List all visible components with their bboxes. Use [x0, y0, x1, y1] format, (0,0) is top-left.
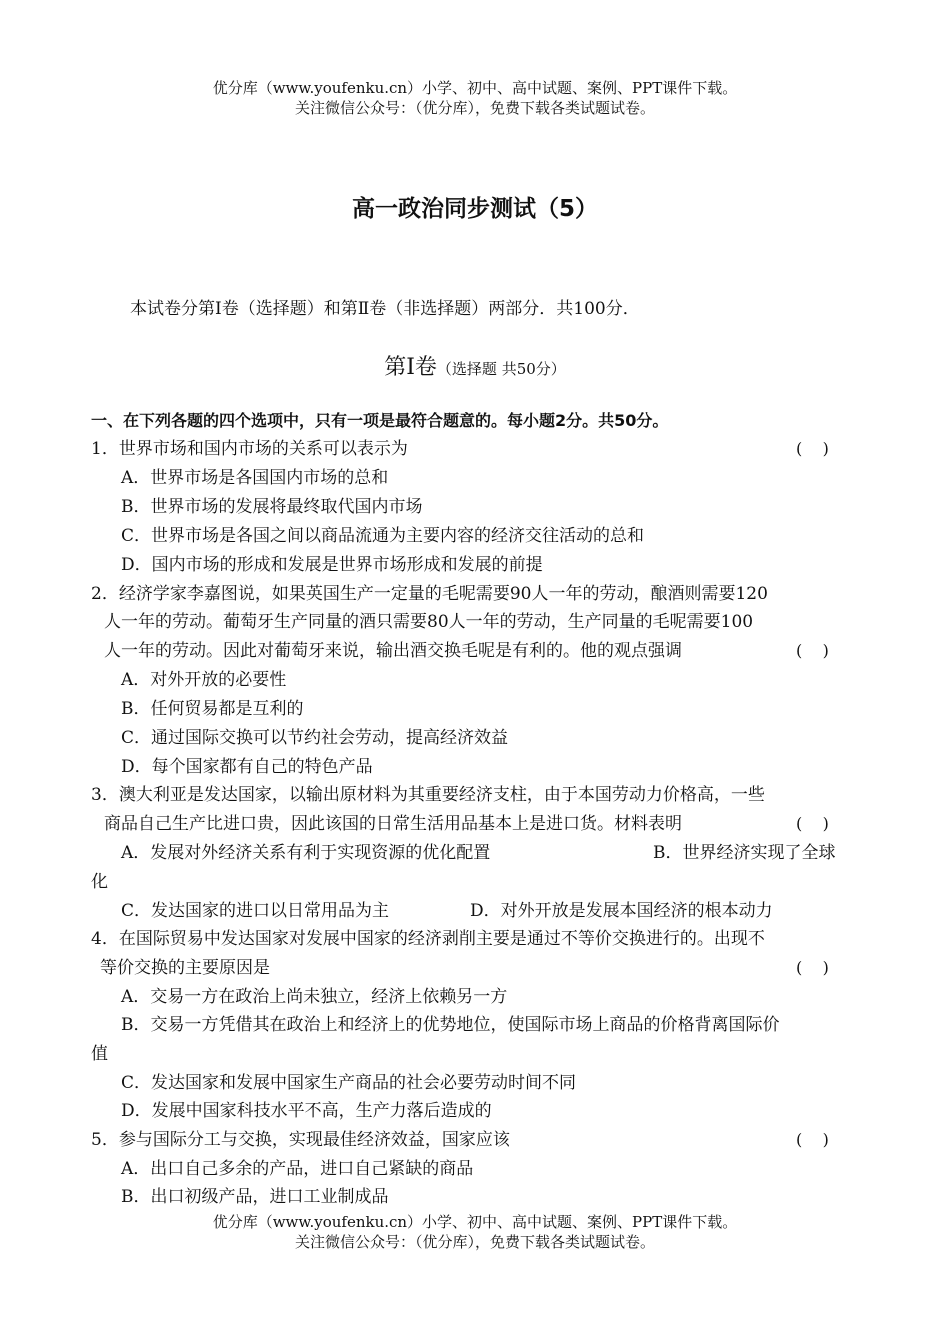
question-2-option-c: C．通过国际交换可以节约社会劳动，提高经济效益 [121, 728, 509, 748]
answer-blank: ( ) [796, 1130, 829, 1149]
answer-blank: ( ) [796, 814, 829, 833]
question-3-option-b: B．世界经济实现了全球 [653, 843, 836, 863]
question-5-stem: 5．参与国际分工与交换，实现最佳经济效益，国家应该 [91, 1130, 510, 1150]
question-1-stem: 1．世界市场和国内市场的关系可以表示为 [91, 439, 408, 459]
header-line-2: 关注微信公众号：（优分库），免费下载各类试题试卷。 [294, 99, 655, 117]
part-title: 第Ⅰ卷 [384, 355, 437, 380]
question-1-option-c: C．世界市场是各国之间以商品流通为主要内容的经济交往活动的总和 [121, 526, 645, 546]
question-4-option-a: A．交易一方在政治上尚未独立，经济上依赖另一方 [121, 987, 508, 1007]
question-4-option-b-wrap: 值 [91, 1044, 108, 1064]
question-3-option-d: D．对外开放是发展本国经济的根本动力 [470, 901, 773, 921]
page-title: 高一政治同步测试（5） [351, 196, 598, 222]
question-4-option-c: C．发达国家和发展中国家生产商品的社会必要劳动时间不同 [121, 1073, 577, 1093]
answer-blank: ( ) [796, 958, 829, 977]
question-1-option-d: D．国内市场的形成和发展是世界市场形成和发展的前提 [121, 555, 543, 575]
footer-line-1: 优分库（www.youfenku.cn）小学、初中、高中试题、案例、PPT课件下载。 [212, 1213, 738, 1231]
answer-blank: ( ) [796, 641, 829, 660]
answer-blank: ( ) [796, 439, 829, 458]
part-subtitle: （选择题 共50分） [436, 360, 566, 378]
part-heading [0, 350, 950, 381]
section-instruction: 一、在下列各题的四个选项中，只有一项是最符合题意的。每小题2分。共50分。 [91, 411, 669, 430]
question-4-stem-line-1: 4．在国际贸易中发达国家对发展中国家的经济剥削主要是通过不等价交换进行的。出现不 [91, 929, 765, 949]
question-2-stem-line-2: 人一年的劳动。葡萄牙生产同量的酒只需要80人一年的劳动，生产同量的毛呢需要100 [104, 612, 754, 632]
question-4-option-d: D．发展中国家科技水平不高，生产力落后造成的 [121, 1101, 492, 1121]
question-2-option-b: B．任何贸易都是互利的 [121, 699, 304, 719]
question-2-option-d: D．每个国家都有自己的特色产品 [121, 757, 373, 777]
question-5-option-b: B．出口初级产品，进口工业制成品 [121, 1187, 389, 1207]
question-2-option-a: A．对外开放的必要性 [121, 670, 287, 690]
question-2-stem-line-1: 2．经济学家李嘉图说，如果英国生产一定量的毛呢需要90人一年的劳动，酿酒则需要120 [91, 584, 768, 604]
question-1-option-a: A．世界市场是各国国内市场的总和 [121, 468, 389, 488]
question-4-stem-line-2: 等价交换的主要原因是 [100, 958, 270, 978]
intro-text: 本试卷分第Ⅰ卷（选择题）和第Ⅱ卷（非选择题）两部分．共100分． [130, 299, 640, 319]
question-4-option-b: B．交易一方凭借其在政治上和经济上的优势地位，使国际市场上商品的价格背离国际价 [121, 1015, 780, 1035]
question-3-option-a: A．发展对外经济关系有利于实现资源的优化配置 [121, 843, 491, 863]
footer-line-2: 关注微信公众号：（优分库），免费下载各类试题试卷。 [294, 1233, 655, 1251]
question-5-option-a: A．出口自己多余的产品，进口自己紧缺的商品 [121, 1159, 474, 1179]
question-3-stem-line-1: 3．澳大利亚是发达国家，以输出原材料为其重要经济支柱，由于本国劳动力价格高，一些 [91, 785, 765, 805]
question-3-option-c: C．发达国家的进口以日常用品为主 [121, 901, 390, 921]
header-line-1: 优分库（www.youfenku.cn）小学、初中、高中试题、案例、PPT课件下载。 [212, 79, 738, 97]
question-3-stem-line-2: 商品自己生产比进口贵，因此该国的日常生活用品基本上是进口货。材料表明 [104, 814, 682, 834]
question-2-stem-line-3: 人一年的劳动。因此对葡萄牙来说，输出酒交换毛呢是有利的。他的观点强调 [104, 641, 682, 661]
question-3-option-b-wrap: 化 [91, 872, 108, 892]
question-1-option-b: B．世界市场的发展将最终取代国内市场 [121, 497, 423, 517]
